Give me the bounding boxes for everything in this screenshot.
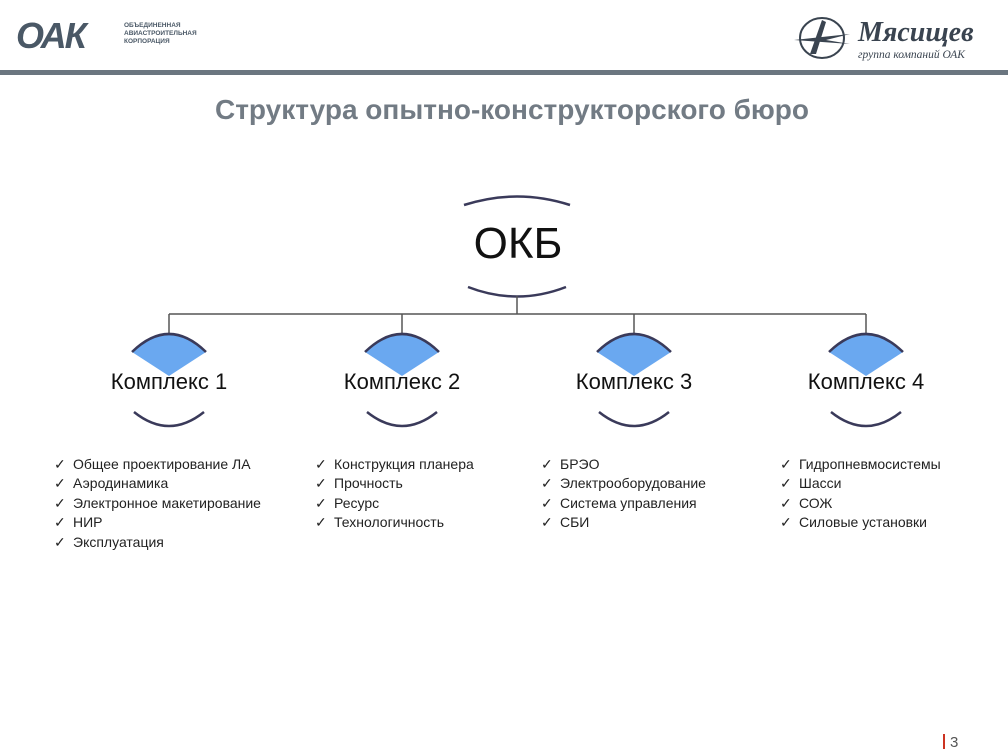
complex-2-list	[315, 455, 474, 533]
check-icon: ✓	[780, 514, 792, 531]
complex-3-list	[541, 455, 706, 533]
okb-top-arc	[464, 197, 570, 206]
list-item: ✓ Прочность	[315, 474, 474, 493]
check-icon: ✓	[780, 456, 792, 472]
complex-4-label: Комплекс 4	[807, 369, 925, 394]
complex-2-label: Комплекс 2	[343, 369, 461, 394]
complex-1-list	[54, 455, 261, 552]
complex-2-bottom-arc	[367, 412, 437, 426]
list-item: ✓ Электронное макетирование	[54, 494, 261, 513]
check-icon: ✓	[54, 533, 66, 550]
list-item: ✓ Ресурс	[315, 494, 474, 513]
check-icon: ✓	[315, 475, 327, 492]
list-item: ✓ БРЭО	[541, 455, 706, 474]
list-item: ✓ Конструкция планера	[315, 455, 474, 474]
myasishchev-name: Мясищев	[858, 17, 974, 48]
check-icon: ✓	[315, 494, 327, 511]
check-icon: ✓	[780, 475, 792, 492]
complex-4-list	[780, 455, 941, 533]
check-icon: ✓	[780, 494, 792, 511]
complex-3-label: Комплекс 3	[575, 369, 693, 394]
okb-root-label: ОКБ	[473, 219, 563, 268]
complex-3-bottom-arc	[599, 412, 669, 426]
okb-bottom-arc	[468, 287, 566, 297]
list-item: ✓ Общее проектирование ЛА	[54, 455, 261, 474]
list-item: ✓ СОЖ	[780, 494, 941, 513]
uac-logo-mark: ОАК	[16, 15, 85, 56]
list-item: ✓ СБИ	[541, 513, 706, 532]
check-icon: ✓	[541, 475, 553, 492]
check-icon: ✓	[315, 456, 327, 472]
check-icon: ✓	[54, 514, 66, 531]
check-icon: ✓	[54, 494, 66, 511]
list-item: ✓ Силовые установки	[780, 513, 941, 532]
page-title: Структура опытно-конструкторского бюро	[214, 94, 810, 125]
check-icon: ✓	[54, 475, 66, 492]
uac-logo-text: ОБЪЕДИНЕННАЯ АВИАСТРОИТЕЛЬНАЯ КОРПОРАЦИЯ	[124, 22, 197, 45]
list-item: ✓ Шасси	[780, 474, 941, 493]
myasishchev-subtitle: группа компаний ОАК	[858, 49, 965, 61]
list-item: ✓ Аэродинамика	[54, 474, 261, 493]
check-icon: ✓	[54, 456, 66, 472]
check-icon: ✓	[315, 514, 327, 531]
list-item: ✓ Электрооборудование	[541, 474, 706, 493]
list-item: ✓ Гидропневмосистемы	[780, 455, 941, 474]
complex-4-bottom-arc	[831, 412, 901, 426]
check-icon: ✓	[541, 514, 553, 531]
list-item: ✓ НИР	[54, 513, 261, 532]
list-item: ✓ Технологичность	[315, 513, 474, 532]
check-icon: ✓	[541, 456, 553, 472]
complex-1-label: Комплекс 1	[110, 369, 228, 394]
complex-1-bottom-arc	[134, 412, 204, 426]
list-item: ✓ Эксплуатация	[54, 533, 261, 552]
list-item: ✓ Система управления	[541, 494, 706, 513]
page-number-marker	[943, 734, 945, 749]
page-number: 3	[943, 734, 958, 751]
check-icon: ✓	[541, 494, 553, 511]
